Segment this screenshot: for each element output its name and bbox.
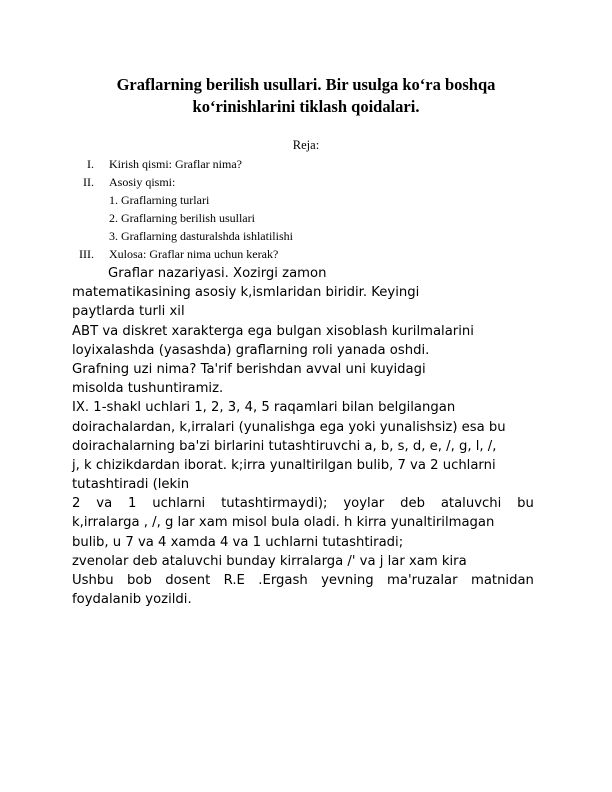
body-line-justified xyxy=(72,494,534,513)
outline-text: Xulosa: Graflar nima uchun kerak? xyxy=(109,247,279,261)
outline-text: 3. Graflarning dasturalshda ishlatilishi xyxy=(109,229,293,243)
body-line: doirachalardan, k,irralari (yunalishga ega yoki yunalishsiz) esa bu xyxy=(72,419,506,435)
word: deb xyxy=(400,496,425,512)
outline-item xyxy=(72,173,542,191)
plan-label: Reja: xyxy=(292,138,320,152)
body-line: matematikasining asosiy k,ismlaridan biridir. Keyingi xyxy=(72,285,420,301)
word: .Ergash xyxy=(258,573,308,588)
outline-item xyxy=(72,245,542,263)
body-line: ABT va diskret xarakterga ega bulgan xisoblash kurilmalarini xyxy=(72,323,474,339)
word: yoylar xyxy=(343,496,385,512)
title-line-2: ko‘rinishlarini tiklash qoidalari. xyxy=(192,97,420,116)
body-line-justified xyxy=(72,571,534,590)
word: R.E xyxy=(223,573,245,588)
body-line: k,irralarga , /, g lar xam misol bula oladi. h kirra yunaltirilmagan xyxy=(72,515,495,531)
word: bu xyxy=(517,496,534,512)
word: dosent xyxy=(165,573,211,588)
body-line: loyixalashda (yasashda) graflarning roli yanada oshdi. xyxy=(72,342,430,358)
body-text xyxy=(72,264,534,609)
word: 2 xyxy=(72,496,81,512)
document-title xyxy=(72,74,540,118)
body-line: foydalanib yozildi. xyxy=(72,592,192,608)
outline-number: II. xyxy=(83,175,94,189)
title-line-1: Graflarning berilish usullari. Bir usulga ko‘ra boshqa xyxy=(116,75,496,94)
word: uchlarni xyxy=(152,496,206,512)
word: bob xyxy=(127,573,152,588)
outline-subitem xyxy=(72,191,542,209)
word: 1 xyxy=(128,496,137,512)
outline-text: 2. Graflarning berilish usullari xyxy=(109,211,255,225)
outline-subitem xyxy=(72,209,542,227)
outline-text: Asosiy qismi: xyxy=(109,175,176,189)
word: ataluvchi xyxy=(440,496,502,512)
word: yevning xyxy=(321,573,374,588)
outline-number: I. xyxy=(87,157,94,171)
word: tutashtirmaydi); xyxy=(221,496,328,512)
body-line: tutashtiradi (lekin xyxy=(72,477,190,493)
word: matnidan xyxy=(470,573,534,588)
plan-heading xyxy=(0,138,612,153)
word: Ushbu xyxy=(72,573,114,588)
outline-text: 1. Graflarning turlari xyxy=(109,193,210,207)
body-line: IX. 1-shakl uchlari 1, 2, 3, 4, 5 raqamlari bilan belgilangan xyxy=(72,400,456,416)
outline-number: III. xyxy=(79,247,94,261)
outline-subitem xyxy=(72,227,542,245)
body-line: zvenolar deb ataluvchi bunday kirralarga /' va j lar xam kira xyxy=(72,553,467,569)
word: ma'ruzalar xyxy=(387,573,458,588)
outline-item xyxy=(72,155,542,173)
body-line: misolda tushuntiramiz. xyxy=(72,381,224,397)
outline-text: Kirish qismi: Graflar nima? xyxy=(109,157,242,171)
body-line: Graflar nazariyasi. Xozirgi zamon xyxy=(108,266,327,281)
body-line: Grafning uzi nima? Ta'rif berishdan avval uni kuyidagi xyxy=(72,361,426,377)
body-line: paytlarda turli xil xyxy=(72,304,185,320)
plan-outline xyxy=(72,155,542,263)
body-line: j, k chizikdardan iborat. k;irra yunaltirilgan bulib, 7 va 2 uchlarni xyxy=(72,457,496,473)
body-line: doirachalarning ba'zi birlarini tutashtiruvchi a, b, s, d, e, /, g, l, /, xyxy=(72,438,497,454)
word: va xyxy=(96,496,113,512)
body-line: bulib, u 7 va 4 xamda 4 va 1 uchlarni tutashtiradi; xyxy=(72,534,404,550)
